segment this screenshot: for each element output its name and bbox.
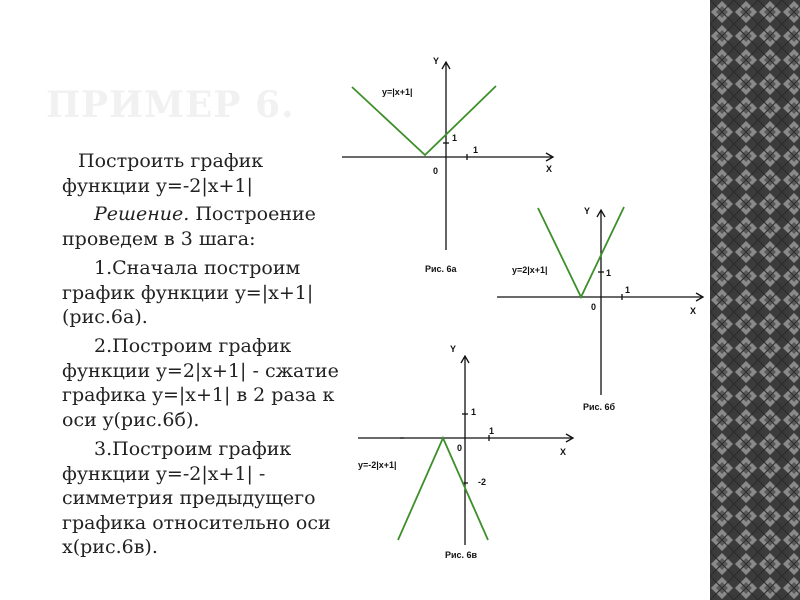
step-1-content: 1.Сначала построим график функции y=|x+1| (рис.6а). — [62, 257, 314, 328]
fig6a-x-tick-label: 1 — [473, 145, 479, 155]
task-text-content: Построить график функции y=-2|x+1| — [62, 150, 264, 197]
fig6a-caption: Рис. 6а — [425, 264, 457, 274]
fig6b-caption: Рис. 6б — [583, 402, 616, 412]
fig6a-origin-label: 0 — [433, 166, 439, 176]
fig6b-y-tick-label: 1 — [606, 268, 612, 278]
fig6a-x-label: X — [546, 164, 553, 174]
fig6c-y-tick-neg-label: -2 — [478, 477, 487, 487]
fig6b-x-label: X — [690, 306, 697, 316]
solution-text-content: Построение проведем в 3 шага: — [62, 203, 316, 250]
fig6c-y-label: Y — [450, 344, 457, 354]
step-3-text — [62, 437, 352, 560]
fig6c-x-label: X — [560, 447, 567, 457]
step-2-content: 2.Построим график функции y=2|x+1| - сжатие графика y=|x+1| в 2 раза к оси y(рис.6б). — [62, 335, 339, 431]
diamond-pattern — [710, 0, 800, 600]
solution-text — [62, 202, 347, 251]
fig6c-x-tick-label: 1 — [489, 426, 495, 436]
step-2-text — [62, 334, 347, 432]
fig6c-origin-label: 0 — [457, 443, 463, 453]
fig6c-caption: Рис. 6в — [445, 550, 478, 560]
fig6a-y-label: Y — [433, 56, 440, 66]
fig6b-graph-line — [538, 207, 624, 297]
task-text — [62, 149, 352, 198]
fig6b-function-label: y=2|x+1| — [512, 265, 548, 275]
figure-6c — [350, 335, 590, 565]
fig6c-graph-line — [398, 438, 488, 540]
step-3-content: 3.Построим график функции y=-2|x+1| - симметрия предыдущего графика относительно оси x(рис.6в). — [62, 438, 331, 558]
fig6b-origin-label: 0 — [591, 302, 597, 312]
fig6b-y-label: Y — [584, 206, 591, 216]
fig6a-y-tick-label: 1 — [452, 133, 458, 143]
step-1-text — [62, 256, 347, 330]
fig6a-function-label: y=|x+1| — [382, 87, 413, 97]
fig6c-function-label: y=-2|x+1| — [358, 460, 397, 470]
fig6b-x-tick-label: 1 — [625, 285, 631, 295]
decorative-pattern-stripe — [710, 0, 800, 600]
solution-label: Решение. — [94, 203, 190, 225]
slide-title: ПРИМЕР 6. — [46, 84, 295, 126]
fig6c-y-tick-label: 1 — [471, 407, 477, 417]
